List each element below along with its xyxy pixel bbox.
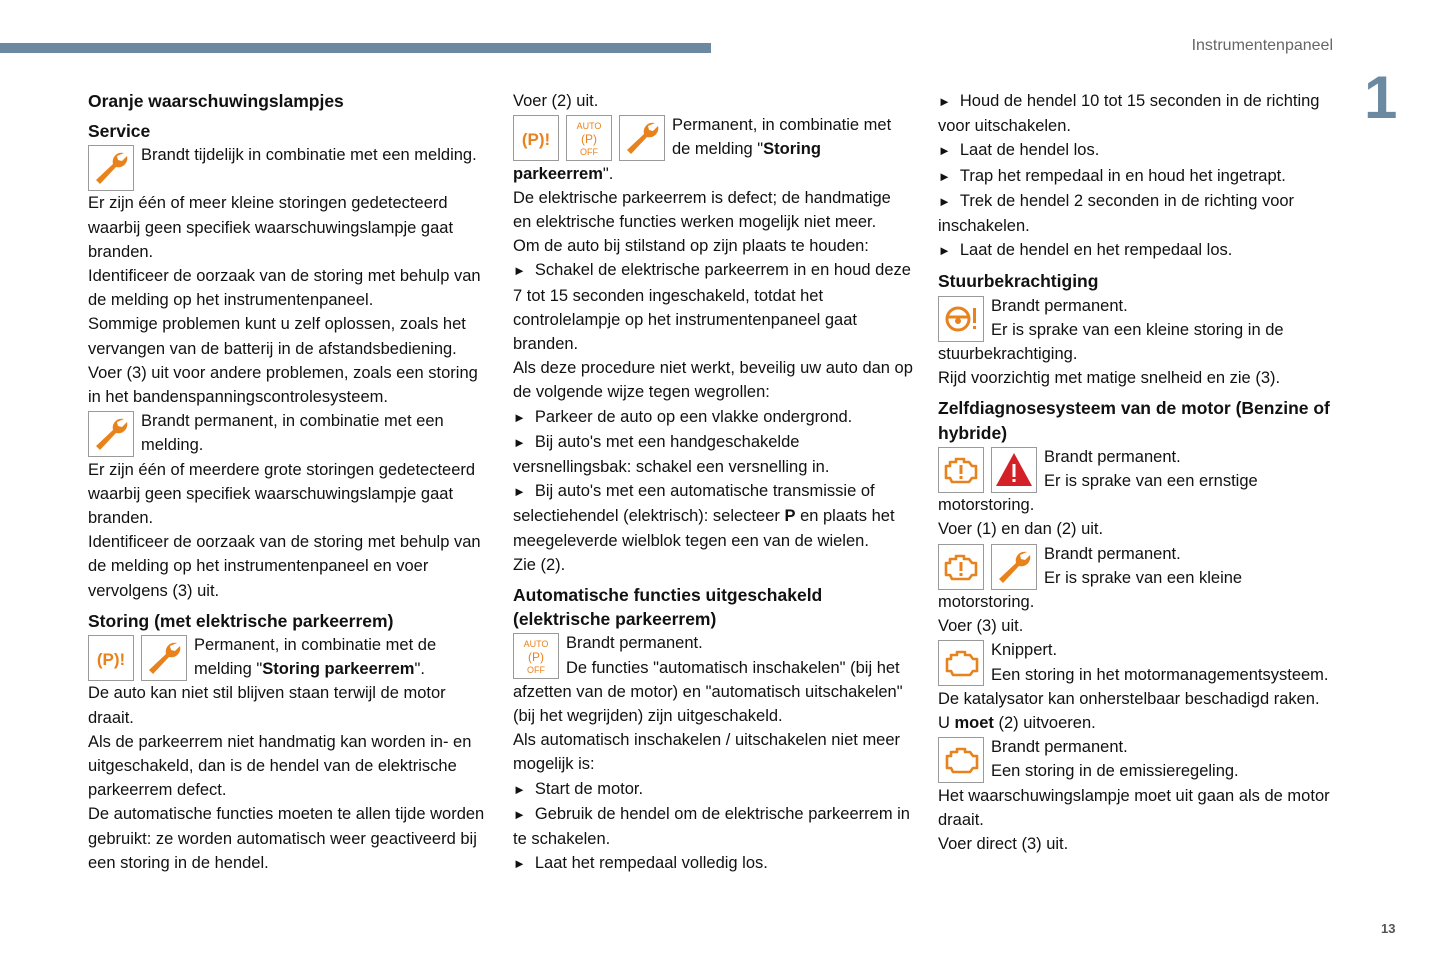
paragraph: Er zijn één of meer kleine storingen gedetecteerd waarbij geen specifiek waarschuwingslampje gaat branden. bbox=[88, 194, 454, 261]
storing-row: (P)! Permanent, in combinatie met de melding "Storing parkeerrem". bbox=[88, 633, 488, 681]
service-temporary-text: Brandt tijdelijk in combinatie met een melding. bbox=[141, 146, 477, 165]
svg-text:(P): (P) bbox=[528, 650, 544, 665]
engine-warning-icon bbox=[938, 544, 984, 590]
auto-off-row: AUTO (P) OFF Brandt permanent. De functies "automatisch inschakelen" (bij het afzetten van de motor) en "automatisch uitschakelen" (bij het wegrijden) zijn uitgeschakeld. bbox=[513, 634, 903, 726]
paragraph: Als automatisch inschakelen / uitschakelen niet meer mogelijk is: bbox=[513, 731, 901, 774]
bullet-item: ► Parkeer de auto op een vlakke ondergrond. bbox=[513, 407, 853, 426]
paragraph: Er zijn één of meerdere grote storingen gedetecteerd waarbij geen specifiek waarschuwingslampje gaat branden. bbox=[88, 460, 476, 528]
bullet-item: ► Laat het rempedaal volledig los. bbox=[513, 854, 768, 873]
engine-icon bbox=[938, 737, 984, 783]
bullet-item: ► Gebruik de hendel om de elektrische parkeerrem in te schakelen. bbox=[513, 804, 910, 849]
bullet-item: ► Bij auto's met een handgeschakelde versnellingsbak: schakel een versnelling in. bbox=[513, 432, 830, 477]
svg-text:(P)!: (P)! bbox=[521, 130, 551, 150]
diag-row-4: Brandt permanent. Een storing in de emissieregeling. bbox=[938, 735, 1338, 783]
bullet-item: ► Trek de hendel 2 seconden in de richting voor inschakelen. bbox=[938, 191, 1295, 236]
wrench-icon bbox=[141, 635, 187, 681]
heading-self-diagnosis: Zelfdiagnosesysteem van de motor (Benzine of hybride) bbox=[938, 398, 1330, 443]
paragraph: Voer (1) en dan (2) uit. bbox=[938, 520, 1104, 539]
wrench-icon bbox=[88, 411, 134, 457]
paragraph: Om de auto bij stilstand op zijn plaats te houden: bbox=[513, 237, 869, 256]
paragraph: Identificeer de oorzaak van de storing met behulp van de melding op het instrumentenpaneel en voer vervolgens (3) uit. bbox=[88, 533, 481, 600]
bullet-item: ► Houd de hendel 10 tot 15 seconden in de richting voor uitschakelen. bbox=[938, 92, 1320, 136]
paragraph: De katalysator kan onherstelbaar beschadigd raken. bbox=[938, 689, 1320, 708]
bullet-item: ► Trap het rempedaal in en houd het ingetrapt. bbox=[938, 166, 1286, 185]
column-3 bbox=[938, 89, 1338, 856]
brake-fault-row: (P)! AUTO (P) OFF Permanent, in combinatie met de melding "Storing parkeerrem". bbox=[513, 116, 892, 183]
paragraph: Rijd voorzichtig met matige snelheid en zie (3). bbox=[938, 369, 1281, 388]
auto-off-icon bbox=[566, 115, 612, 161]
bullet-item: ► Schakel de elektrische parkeerrem in en houd deze 7 tot 15 seconden ingeschakeld, totdat het controlelampje op het instrumentenpaneel gaat branden. bbox=[513, 261, 911, 354]
header-accent-bar bbox=[0, 43, 711, 53]
heading-orange-lamps: Oranje waarschuwingslampjes bbox=[88, 91, 344, 111]
heading-auto-functions: Automatische functies uitgeschakeld (elektrische parkeerrem) bbox=[513, 585, 823, 630]
page-number: 13 bbox=[1381, 921, 1396, 936]
svg-text:AUTO: AUTO bbox=[576, 121, 602, 132]
wrench-icon bbox=[991, 544, 1037, 590]
auto-off-icon bbox=[513, 633, 559, 679]
diag-row-3: Knippert. Een storing in het motormanagementsysteem. bbox=[938, 638, 1338, 686]
heading-service: Service bbox=[88, 121, 151, 142]
svg-text:AUTO: AUTO bbox=[523, 639, 549, 650]
bullet-item: ► Laat de hendel los. bbox=[938, 141, 1100, 160]
red-triangle-warning-icon bbox=[991, 447, 1037, 493]
engine-warning-icon bbox=[938, 447, 984, 493]
paragraph: Zie (2). bbox=[513, 555, 566, 574]
svg-text:OFF: OFF bbox=[580, 147, 598, 158]
wrench-icon bbox=[619, 115, 665, 161]
paragraph: Het waarschuwingslampje moet uit gaan als de motor draait. bbox=[938, 786, 1330, 829]
paragraph: Voer direct (3) uit. bbox=[938, 835, 1069, 854]
heading-steering: Stuurbekrachtiging bbox=[938, 271, 1099, 292]
service-permanent-text: Brandt permanent, in combinatie met een melding. bbox=[141, 412, 444, 455]
diag-row-2: Brandt permanent. Er is sprake van een kleine motorstoring. bbox=[938, 544, 1243, 612]
parking-brake-warning-icon bbox=[88, 635, 134, 681]
bullet-item: ► Bij auto's met een automatische transmissie of selectiehendel (elektrisch): selecteer P en plaats het meegeleverde wielblok tegen een van de wielen. bbox=[513, 482, 895, 550]
paragraph: De elektrische parkeerrem is defect; de handmatige en elektrische functies werken mogelijk niet meer. bbox=[513, 188, 891, 232]
svg-text:(P)!: (P)! bbox=[96, 650, 126, 670]
paragraph: De automatische functies moeten te allen tijde worden gebruikt: ze worden automatisch weer geactiveerd bij een storing in de hendel. bbox=[88, 805, 485, 872]
column-2 bbox=[513, 89, 913, 877]
wrench-icon bbox=[88, 145, 134, 191]
parking-brake-warning-icon bbox=[513, 115, 559, 161]
paragraph: U moet (2) uitvoeren. bbox=[938, 714, 1096, 733]
paragraph: Voer (2) uit. bbox=[513, 92, 599, 110]
paragraph: Als de parkeerrem niet handmatig kan worden in- en uitgeschakeld, dan is de hendel van de elektrische parkeerrem defect. bbox=[88, 732, 472, 800]
paragraph: Identificeer de oorzaak van de storing met behulp van de melding op het instrumentenpaneel. bbox=[88, 267, 481, 310]
steering-row: Brandt permanent. Er is sprake van een kleine storing in de stuurbekrachtiging. bbox=[938, 296, 1284, 364]
paragraph: Voer (3) uit. bbox=[938, 617, 1024, 636]
svg-text:OFF: OFF bbox=[527, 665, 545, 676]
paragraph: De auto kan niet stil blijven staan terwijl de motor draait. bbox=[88, 684, 446, 727]
engine-icon bbox=[938, 640, 984, 686]
chapter-number: 1 bbox=[1364, 64, 1398, 131]
svg-text:(P): (P) bbox=[581, 132, 597, 147]
heading-storing: Storing (met elektrische parkeerrem) bbox=[88, 610, 394, 631]
paragraph: Als deze procedure niet werkt, beveilig uw auto dan op de volgende wijze tegen wegrollen: bbox=[513, 359, 913, 402]
steering-wheel-warning-icon bbox=[938, 296, 984, 342]
diag-row-1: Brandt permanent. Er is sprake van een ernstige motorstoring. bbox=[938, 447, 1258, 515]
service-permanent-row bbox=[88, 409, 488, 457]
service-temporary-row bbox=[88, 143, 488, 191]
paragraph: Voer (3) uit voor andere problemen, zoals een storing in het bandenspanningscontrolesysteem. bbox=[88, 363, 478, 407]
bullet-item: ► Laat de hendel en het rempedaal los. bbox=[938, 241, 1233, 260]
bullet-item: ► Start de motor. bbox=[513, 779, 644, 798]
paragraph: Sommige problemen kunt u zelf oplossen, zoals het vervangen van de batterij in de afstandsbediening. bbox=[88, 315, 466, 358]
section-title: Instrumentenpaneel bbox=[1191, 37, 1333, 54]
column-1 bbox=[88, 89, 488, 875]
